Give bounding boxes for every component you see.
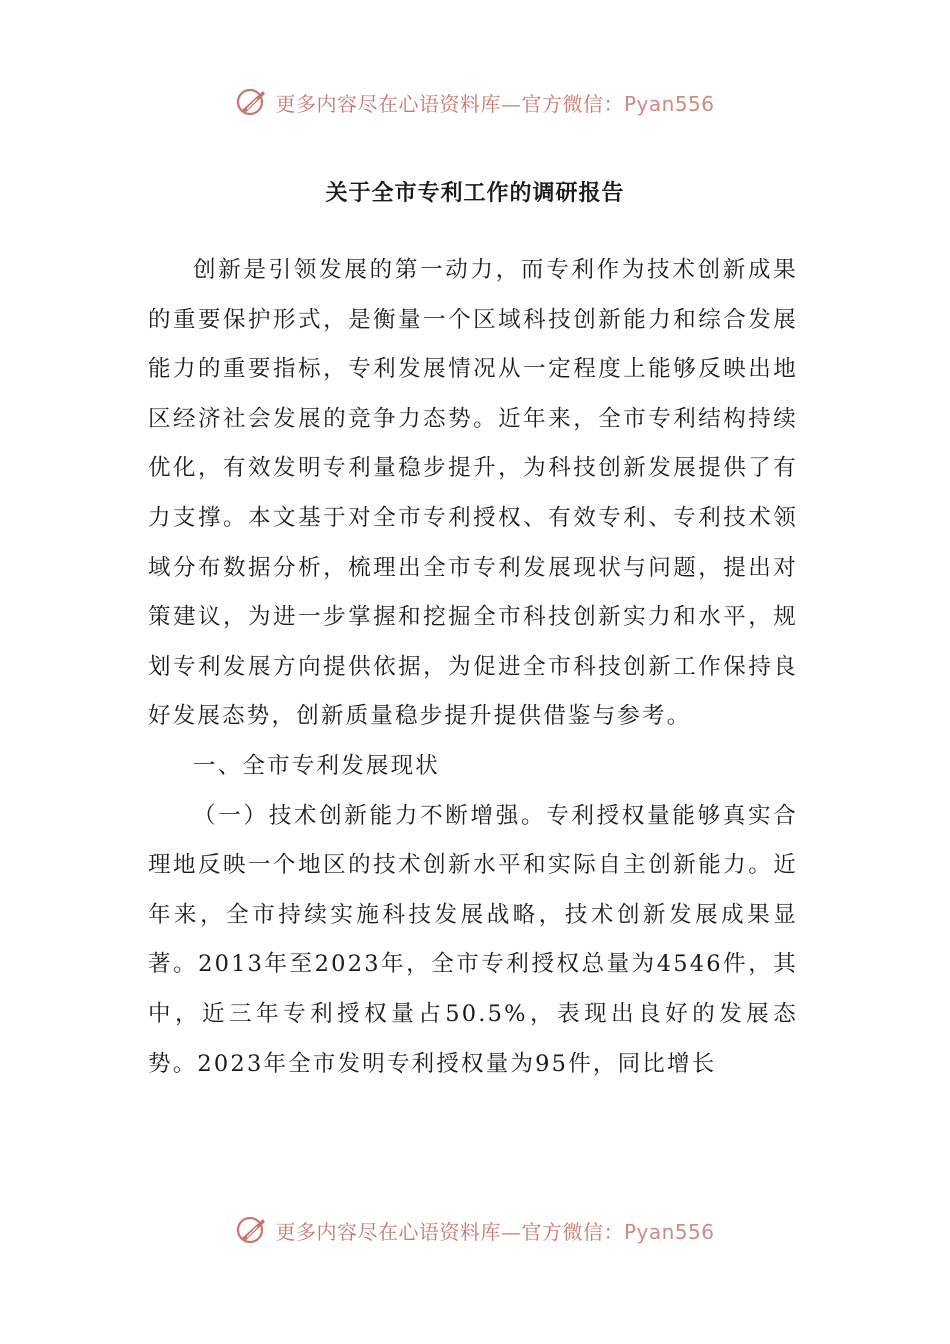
quill-logo-icon [235, 1213, 269, 1247]
document-body [148, 246, 798, 1089]
quill-logo-icon [235, 85, 269, 119]
watermark-banner-top [0, 82, 950, 122]
watermark-banner-bottom [0, 1210, 950, 1250]
section-heading: 一、全市专利发展现状 [193, 752, 441, 779]
wechat-id: Pyan556 [623, 91, 715, 116]
document-title: 关于全市专利工作的调研报告 [325, 181, 625, 206]
watermark-text: 更多内容尽在心语资料库—官方微信：Pyan556 [275, 1219, 715, 1244]
paragraph-subsection-1: （一）技术创新能力不断增强。专利授权量能够真实合理地反映一个地区的技术创新水平和实际自主创新能力。近年来，全市持续实施科技发展战略，技术创新发展成果显著。2013年至2023年，全市专利授权总量为4546件，其中，近三年专利授权量占50.5%，表现出良好的发展态势。2023年全市发明专利授权量为95件，同比增长 [148, 802, 798, 1077]
watermark-text: 更多内容尽在心语资料库—官方微信：Pyan556 [275, 91, 715, 116]
wechat-id: Pyan556 [623, 1219, 715, 1244]
paragraph-intro: 创新是引领发展的第一动力，而专利作为技术创新成果的重要保护形式，是衡量一个区域科技创新能力和综合发展能力的重要指标，专利发展情况从一定程度上能够反映出地区经济社会发展的竞争力态势。近年来，全市专利结构持续优化，有效发明专利量稳步提升，为科技创新发展提供了有力支撑。本文基于对全市专利授权、有效专利、专利技术领域分布数据分析，梳理出全市专利发展现状与问题，提出对策建议，为进一步掌握和挖掘全市科技创新实力和水平，规划专利发展方向提供依据，为促进全市科技创新工作保持良好发展态势，创新质量稳步提升提供借鉴与参考。 [148, 257, 798, 730]
